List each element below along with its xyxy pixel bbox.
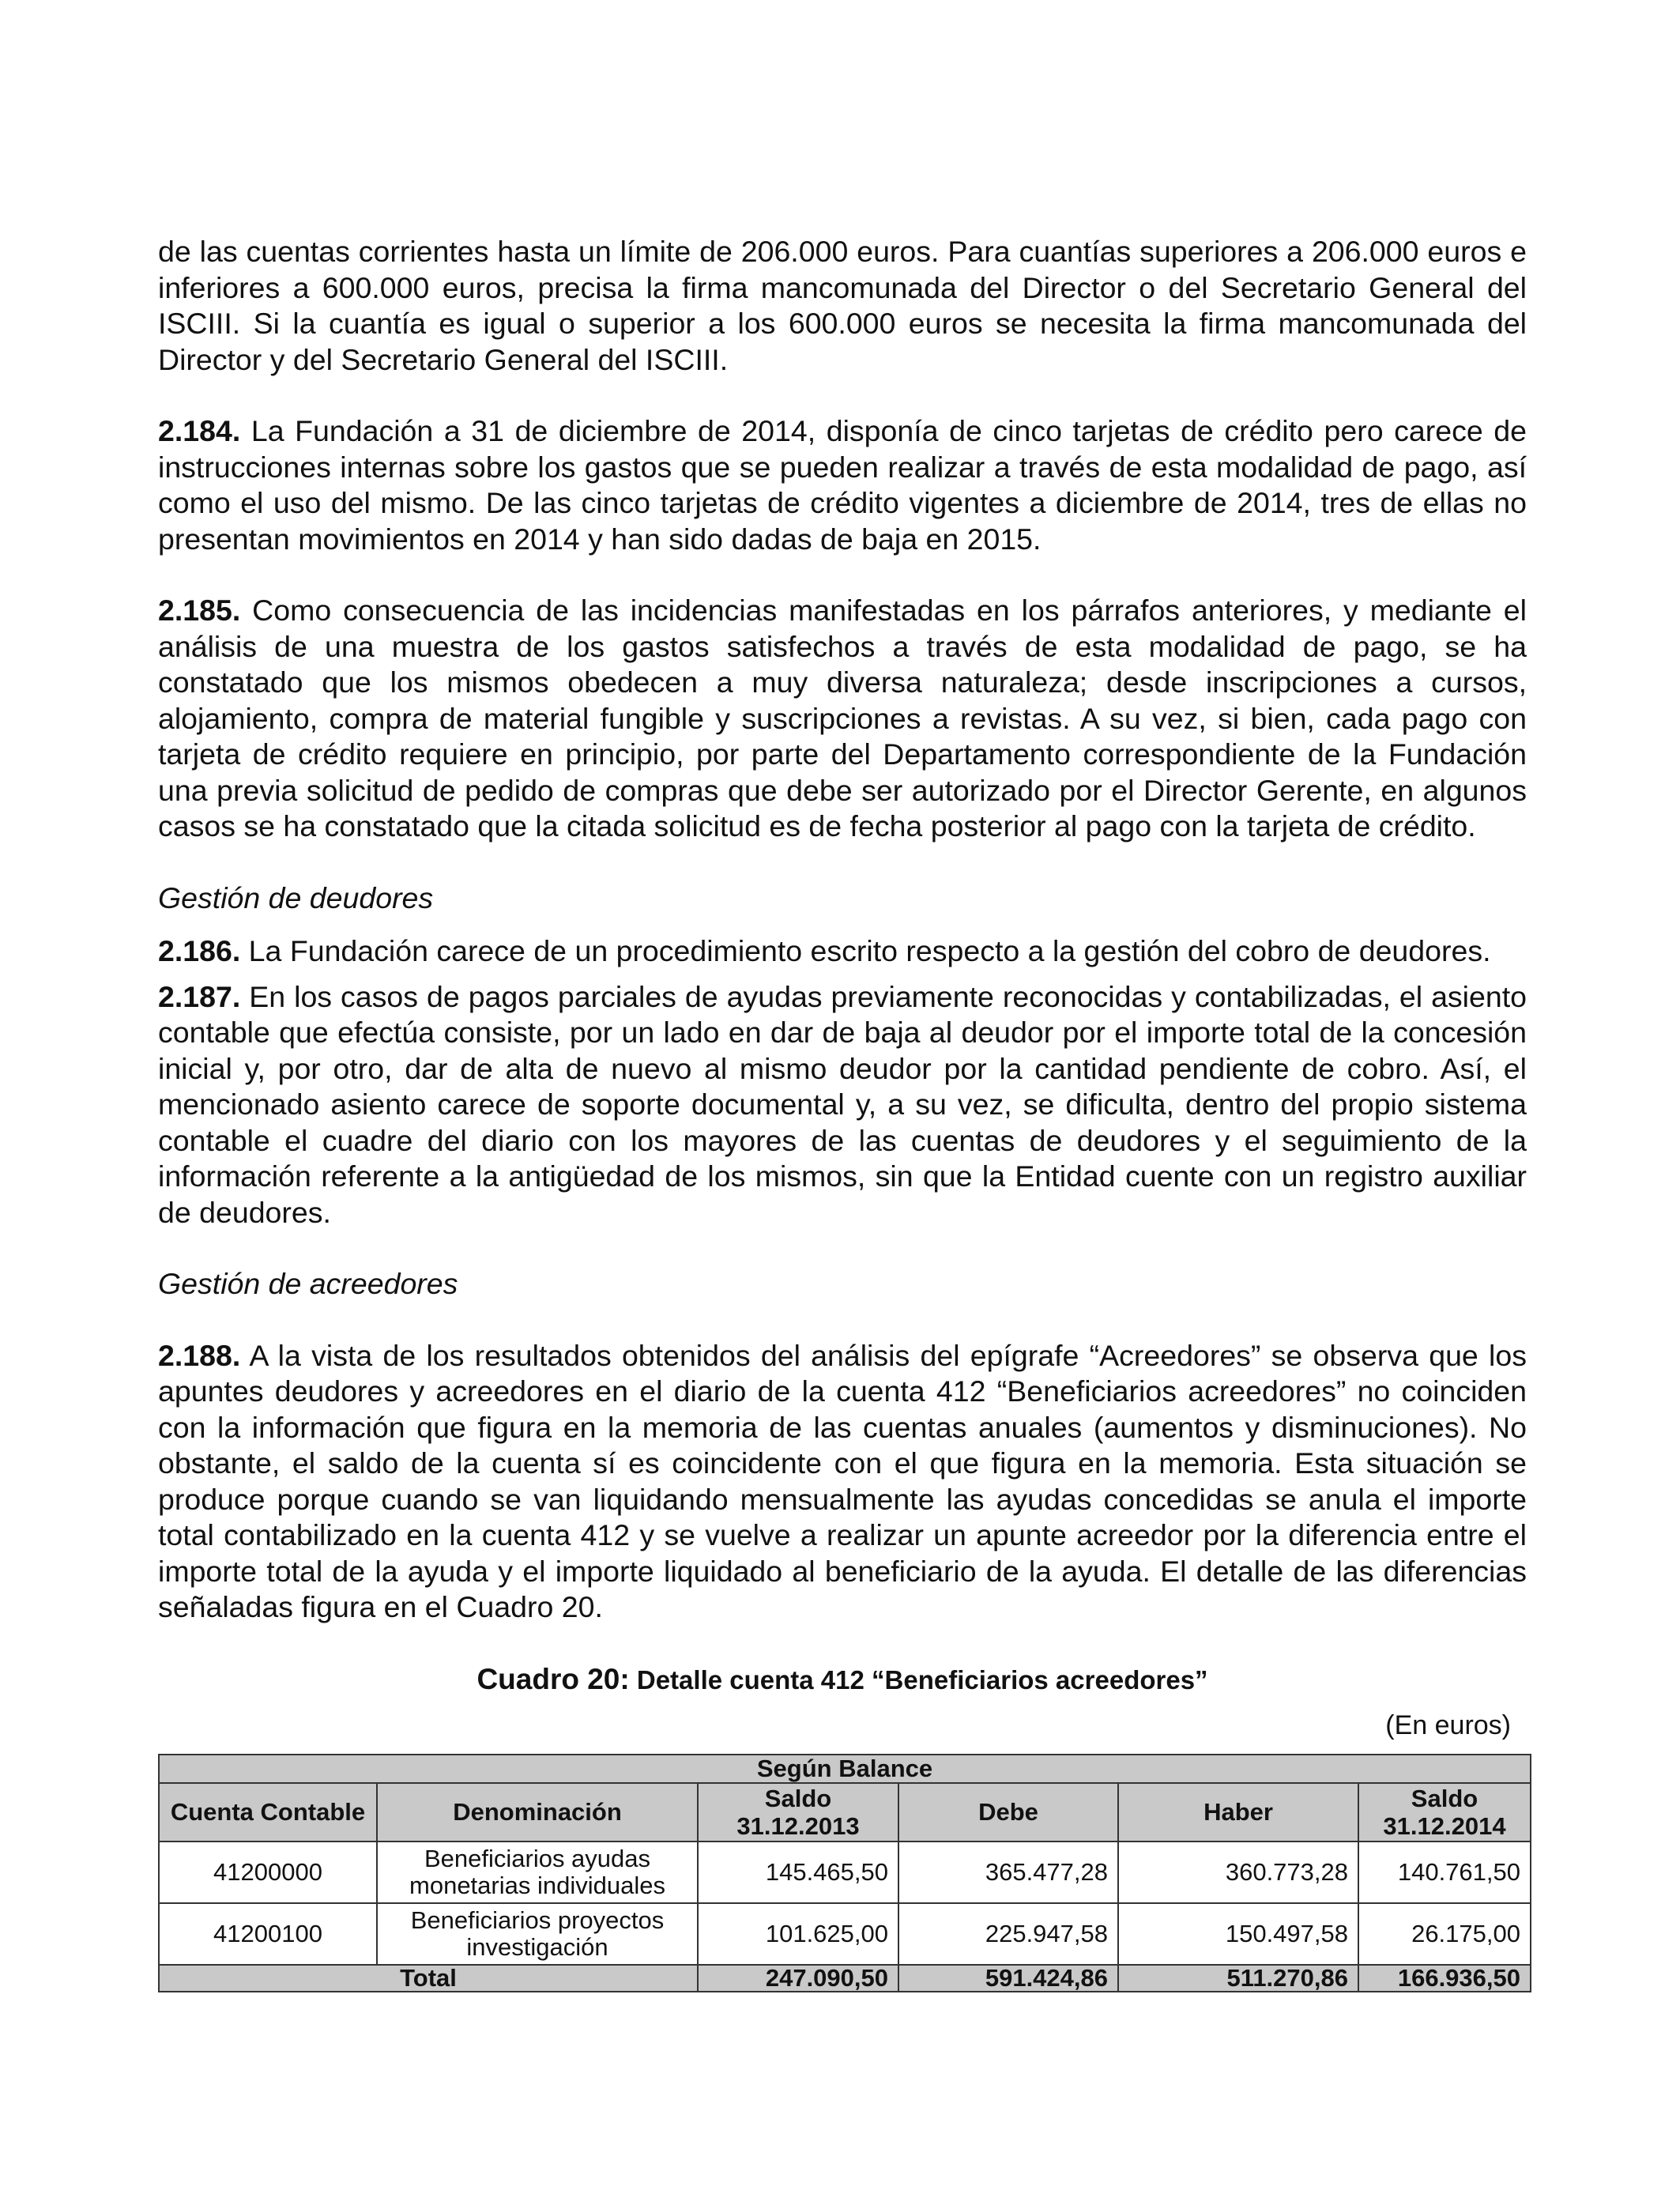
paragraph-text: A la vista de los resultados obtenidos del análisis del epígrafe “Acreedores” se observa que los apuntes deudores y acreedores en el diario de la cuenta 412 “Beneficiarios acreedores” no coinciden con la información que figura en la memoria de las cuentas anuales (aumentos y disminuciones). No obstante, el saldo de la cuenta sí es coincidente con el que figura en la memoria. Esta situación se produce porque cuando se van liquidando mensualmente las ayudas concedidas se anula el importe total contabilizado en la cuenta 412 y se vuelve a realizar un apunte acreedor por la diferencia entre el importe total de la ayuda y el importe liquidado al beneficiario de la ayuda. El detalle de las diferencias señaladas figura en el Cuadro 20. bbox=[158, 1338, 1527, 1623]
caption-number: Cuadro 20: bbox=[477, 1662, 630, 1695]
paragraph-2-188 bbox=[158, 1338, 1527, 1626]
table-header-row bbox=[159, 1783, 1531, 1842]
cell-saldo-2013: 101.625,00 bbox=[698, 1903, 898, 1965]
paragraph-number: 2.188. bbox=[158, 1338, 241, 1372]
table-caption bbox=[158, 1661, 1527, 1698]
section-heading-acreedores: Gestión de acreedores bbox=[158, 1267, 458, 1300]
paragraph-number: 2.185. bbox=[158, 594, 241, 627]
cell-cuenta: 41200000 bbox=[159, 1842, 377, 1903]
table-unit-note: (En euros) bbox=[1385, 1710, 1511, 1740]
group-header: Según Balance bbox=[159, 1755, 1531, 1783]
paragraph-2-187 bbox=[158, 979, 1527, 1231]
paragraph-2-184 bbox=[158, 413, 1527, 557]
paragraph-text: La Fundación a 31 de diciembre de 2014, disponía de cinco tarjetas de crédito pero carece de instrucciones internas sobre los gastos que se pueden realizar a través de esta modalidad de pago, así como el uso del mismo. De las cinco tarjetas de crédito vigentes a diciembre de 2014, tres de ellas no presentan movimientos en 2014 y han sido dadas de baja en 2015. bbox=[158, 414, 1527, 556]
paragraph-2-185 bbox=[158, 593, 1527, 845]
table-total-row bbox=[159, 1965, 1531, 1992]
paragraph-2-186 bbox=[158, 933, 1527, 970]
column-header-haber: Haber bbox=[1118, 1783, 1358, 1842]
cell-saldo-2014: 26.175,00 bbox=[1358, 1903, 1531, 1965]
cell-saldo-2014: 140.761,50 bbox=[1358, 1842, 1531, 1903]
paragraph-number: 2.186. bbox=[158, 934, 241, 967]
cell-cuenta: 41200100 bbox=[159, 1903, 377, 1965]
paragraph-intro: de las cuentas corrientes hasta un límite de 206.000 euros. Para cuantías superiores a 206.000 euros e inferiores a 600.000 euros, precisa la firma mancomunada del Director o del Secretario General del ISCIII. Si la cuantía es igual o superior a los 600.000 euros se necesita la firma mancomunada del Director y del Secretario General del ISCIII. bbox=[158, 235, 1527, 376]
cell-saldo-2013: 145.465,50 bbox=[698, 1842, 898, 1903]
cell-total-saldo-2014: 166.936,50 bbox=[1358, 1965, 1531, 1992]
column-header-debe: Debe bbox=[898, 1783, 1118, 1842]
paragraph-text: Como consecuencia de las incidencias manifestadas en los párrafos anteriores, y mediante el análisis de una muestra de los gastos satisfechos a través de esta modalidad de pago, se ha constatado que los mismos obedecen a muy diversa naturaleza; desde inscripciones a cursos, alojamiento, compra de material fungible y suscripciones a revistas. A su vez, si bien, cada pago con tarjeta de crédito requiere en principio, por parte del Departamento correspondiente de la Fundación una previa solicitud de pedido de compras que debe ser autorizado por el Director Gerente, en algunos casos se ha constatado que la citada solicitud es de fecha posterior al pago con la tarjeta de crédito. bbox=[158, 594, 1527, 843]
cell-haber: 150.497,58 bbox=[1118, 1903, 1358, 1965]
cell-total-label: Total bbox=[159, 1965, 698, 1992]
cell-total-debe: 591.424,86 bbox=[898, 1965, 1118, 1992]
paragraph-number: 2.187. bbox=[158, 979, 241, 1013]
cell-haber: 360.773,28 bbox=[1118, 1842, 1358, 1903]
cell-total-saldo-2013: 247.090,50 bbox=[698, 1965, 898, 1992]
column-header-cuenta: Cuenta Contable bbox=[159, 1783, 377, 1842]
column-header-saldo-2014: Saldo 31.12.2014 bbox=[1358, 1783, 1531, 1842]
cell-debe: 225.947,58 bbox=[898, 1903, 1118, 1965]
column-header-denominacion: Denominación bbox=[377, 1783, 698, 1842]
table-group-header-row bbox=[159, 1755, 1531, 1783]
section-heading-deudores: Gestión de deudores bbox=[158, 880, 434, 914]
table-row bbox=[159, 1842, 1531, 1903]
cell-debe: 365.477,28 bbox=[898, 1842, 1118, 1903]
paragraph-text: En los casos de pagos parciales de ayudas previamente reconocidas y contabilizadas, el asiento contable que efectúa consiste, por un lado en dar de baja al deudor por el importe total de la concesión inicial y, por otro, dar de alta de nuevo al mismo deudor por la cantidad pendiente de cobro. Así, el mencionado asiento carece de soporte documental y, a su vez, se dificulta, dentro del propio sistema contable el cuadre del diario con los mayores de las cuentas de deudores y el seguimiento de la información referente a la antigüedad de los mismos, sin que la Entidad cuente con un registro auxiliar de deudores. bbox=[158, 979, 1527, 1229]
column-header-saldo-2013: Saldo 31.12.2013 bbox=[698, 1783, 898, 1842]
cell-total-haber: 511.270,86 bbox=[1118, 1965, 1358, 1992]
cell-denominacion: Beneficiarios ayudas monetarias individuales bbox=[377, 1842, 698, 1903]
table-row bbox=[159, 1903, 1531, 1965]
document-page bbox=[158, 234, 1527, 1992]
paragraph-number: 2.184. bbox=[158, 414, 241, 447]
paragraph-text: La Fundación carece de un procedimiento escrito respecto a la gestión del cobro de deudores. bbox=[240, 934, 1491, 967]
caption-title: Detalle cuenta 412 “Beneficiarios acreedores” bbox=[629, 1664, 1208, 1695]
cell-denominacion: Beneficiarios proyectos investigación bbox=[377, 1903, 698, 1965]
accounts-table bbox=[158, 1754, 1531, 1992]
